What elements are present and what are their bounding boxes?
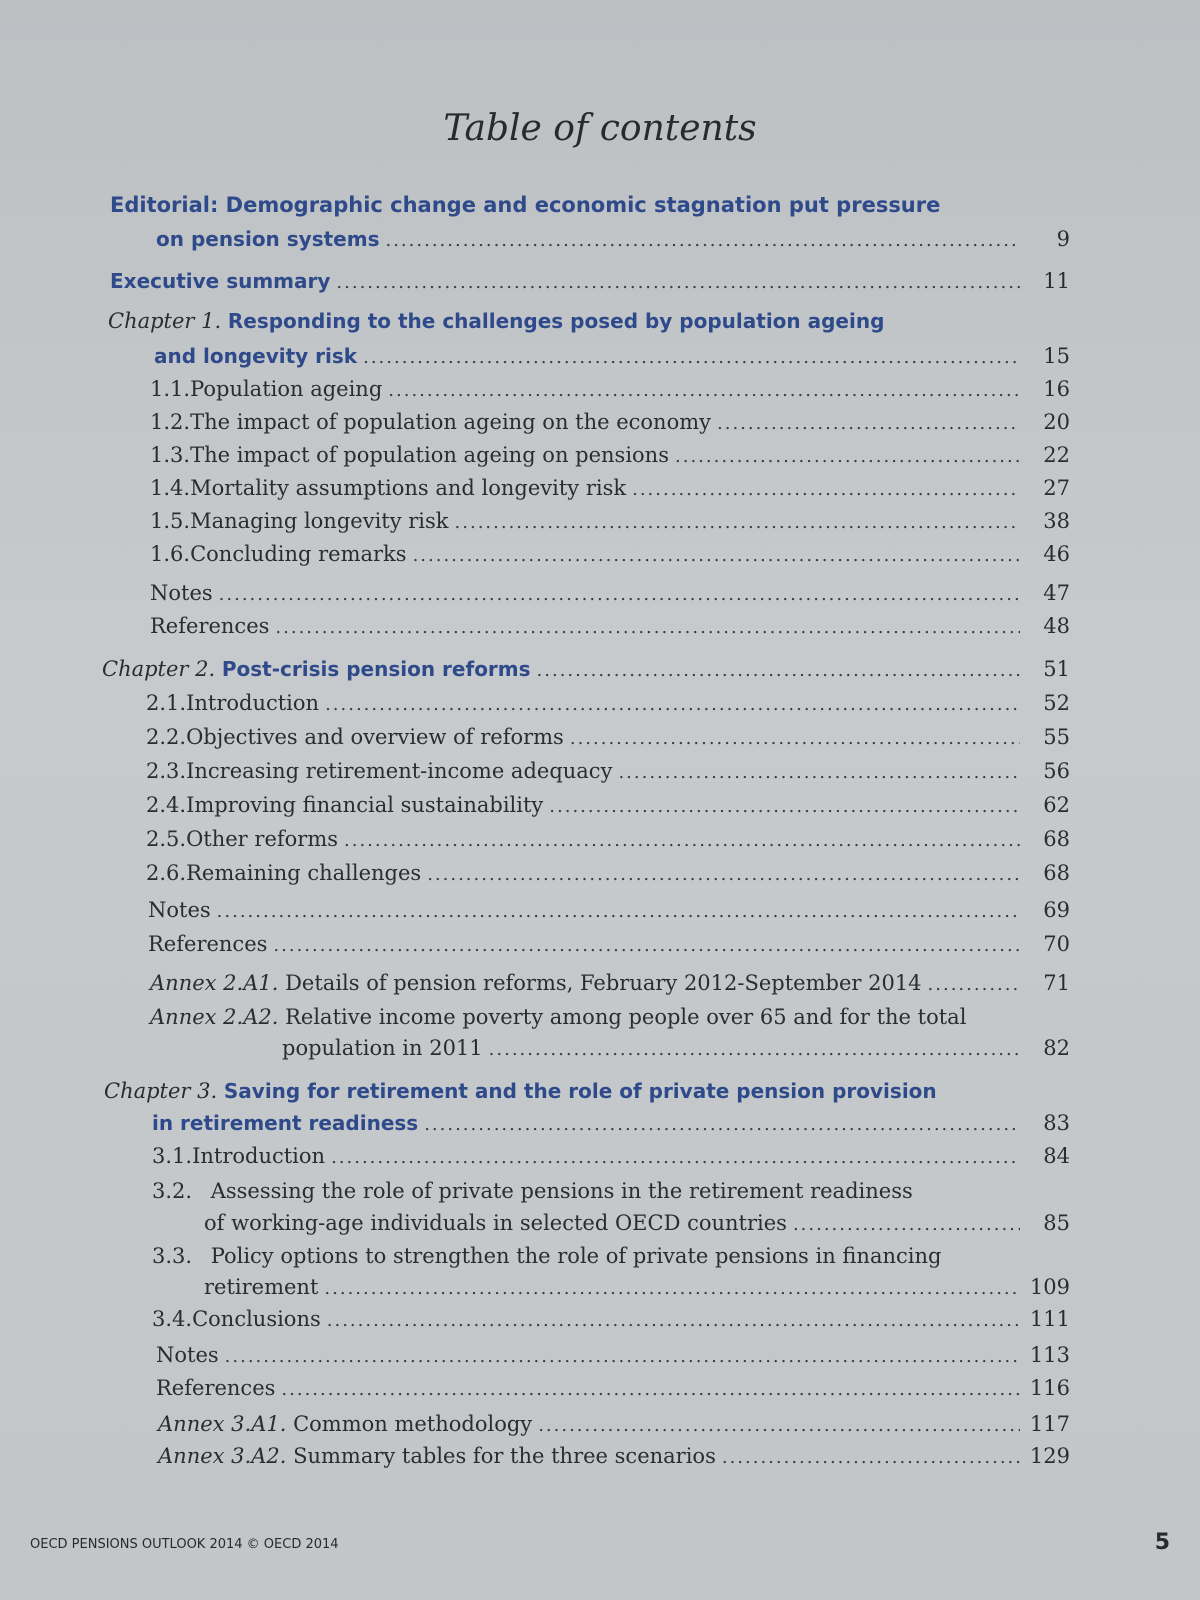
page-number: 111 — [1029, 1307, 1070, 1331]
leader-dots — [217, 899, 1020, 925]
page-number: 47 — [1043, 581, 1070, 605]
toc-section-1-3[interactable] — [150, 442, 1070, 470]
toc-section-1-2[interactable] — [150, 409, 1070, 437]
toc-chapter1-heading — [108, 308, 884, 334]
page-number: 116 — [1029, 1376, 1070, 1400]
page-number: 85 — [1043, 1211, 1070, 1235]
page-number: 113 — [1029, 1343, 1070, 1367]
toc-section-2-1[interactable] — [146, 690, 1070, 718]
chapter2-heading — [102, 656, 531, 682]
toc-ch2-notes[interactable] — [148, 897, 1070, 925]
leader-dots — [336, 270, 1020, 296]
section-number: 2.3. — [146, 759, 187, 783]
leader-dots — [219, 582, 1020, 608]
toc-chapter1[interactable] — [154, 343, 1070, 371]
toc-editorial-line1: Editorial: Demographic change and economic stagnation put pressure — [110, 193, 941, 217]
leader-dots — [618, 760, 1020, 786]
section-label: Increasing retirement-income adequacy — [186, 759, 613, 783]
references-label: References — [156, 1376, 276, 1400]
leader-dots — [225, 1344, 1020, 1370]
section-label: Introduction — [186, 691, 320, 715]
annex-prefix: Annex 2.A2. — [150, 1005, 279, 1029]
toc-ch3-references[interactable] — [156, 1375, 1070, 1403]
toc-section-2-5[interactable] — [146, 826, 1070, 854]
section-label: Introduction — [192, 1144, 326, 1168]
toc-chapter3-heading — [104, 1078, 937, 1104]
leader-dots — [413, 543, 1020, 569]
page-title: Table of contents — [443, 108, 757, 149]
toc-section-3-1[interactable] — [152, 1143, 1070, 1171]
leader-dots — [385, 228, 1020, 254]
toc-ch1-notes[interactable] — [150, 580, 1070, 608]
chapter-title-line2: and longevity risk — [154, 344, 358, 368]
page-number: 83 — [1043, 1111, 1070, 1135]
page-number: 84 — [1043, 1144, 1070, 1168]
section-label: Other reforms — [186, 827, 339, 851]
page-number: 9 — [1056, 227, 1070, 251]
annex-prefix: Annex 2.A1. — [150, 971, 279, 995]
toc-editorial[interactable] — [156, 226, 1070, 254]
section-label: Improving financial sustainability — [186, 793, 544, 817]
section-number: 2.4. — [146, 793, 187, 817]
toc-chapter3[interactable] — [152, 1110, 1070, 1138]
page-number: 48 — [1043, 614, 1070, 638]
toc-section-1-5[interactable] — [150, 508, 1070, 536]
toc-chapter2[interactable] — [102, 656, 1070, 684]
section-label: The impact of population ageing on the economy — [190, 410, 711, 434]
chapter-prefix: Chapter 1. — [108, 309, 222, 333]
page-number: 109 — [1029, 1275, 1070, 1299]
leader-dots — [344, 828, 1020, 854]
page-number: 68 — [1043, 827, 1070, 851]
chapter-title: Post-crisis pension reforms — [221, 657, 531, 681]
leader-dots — [537, 658, 1020, 684]
leader-dots — [717, 411, 1020, 437]
notes-label: Notes — [148, 898, 211, 922]
page-number: 22 — [1043, 443, 1070, 467]
page-number: 82 — [1043, 1036, 1070, 1060]
section-number: 1.5. — [150, 509, 191, 533]
section-number: 1.1. — [150, 377, 191, 401]
annex-label: Summary tables for the three scenarios — [293, 1444, 716, 1468]
section-label-line1: Policy options to strengthen the role of private pensions in financing — [210, 1244, 942, 1268]
toc-section-2-4[interactable] — [146, 792, 1070, 820]
toc-annex-2-a1[interactable] — [150, 970, 1070, 998]
section-label: Concluding remarks — [190, 542, 407, 566]
page-number: 117 — [1029, 1412, 1070, 1436]
page-number: 129 — [1029, 1444, 1070, 1468]
leader-dots — [427, 862, 1020, 888]
footer-page-number: 5 — [1154, 1530, 1170, 1555]
toc-exec-label: Executive summary — [110, 269, 331, 293]
notes-label: Notes — [156, 1343, 219, 1367]
section-label: Managing longevity risk — [190, 509, 449, 533]
toc-section-2-3[interactable] — [146, 758, 1070, 786]
leader-dots — [549, 794, 1020, 820]
section-number: 3.3. — [152, 1244, 193, 1268]
leader-dots — [331, 1145, 1020, 1171]
page-number: 51 — [1043, 657, 1070, 681]
page-number: 70 — [1043, 932, 1070, 956]
leader-dots — [275, 615, 1020, 641]
page-number: 16 — [1043, 377, 1070, 401]
section-number: 2.5. — [146, 827, 187, 851]
page-number: 52 — [1043, 691, 1070, 715]
page-number: 46 — [1043, 542, 1070, 566]
section-label: Objectives and overview of reforms — [186, 725, 564, 749]
page-number: 38 — [1043, 509, 1070, 533]
leader-dots — [363, 345, 1020, 371]
toc-section-3-3[interactable] — [204, 1274, 1070, 1302]
leader-dots — [273, 933, 1020, 959]
toc-executive-summary[interactable] — [110, 268, 1070, 296]
toc-ch2-references[interactable] — [148, 931, 1070, 959]
section-number: 3.4. — [152, 1307, 193, 1331]
toc-annex-3-a2[interactable] — [158, 1443, 1070, 1471]
section-label: Mortality assumptions and longevity risk — [190, 476, 627, 500]
section-number: 3.2. — [152, 1179, 193, 1203]
leader-dots — [388, 378, 1020, 404]
leader-dots — [489, 1037, 1020, 1063]
chapter-title-line2: in retirement readiness — [152, 1111, 419, 1135]
annex-entry — [158, 1411, 532, 1437]
toc-section-3-4[interactable] — [152, 1306, 1070, 1334]
annex-entry — [158, 1443, 716, 1469]
leader-dots — [424, 1112, 1020, 1138]
page-number: 62 — [1043, 793, 1070, 817]
section-number: 1.2. — [150, 410, 191, 434]
references-label: References — [150, 614, 270, 638]
section-number: 3.1. — [152, 1144, 193, 1168]
annex-prefix: Annex 3.A1. — [158, 1412, 287, 1436]
section-label: Population ageing — [190, 377, 383, 401]
footer-publication: OECD PENSIONS OUTLOOK 2014 © OECD 2014 — [30, 1537, 339, 1552]
section-label-line2: of working-age individuals in selected OECD countries — [204, 1211, 787, 1235]
section-number: 1.3. — [150, 443, 191, 467]
section-number: 1.6. — [150, 542, 191, 566]
leader-dots — [455, 510, 1020, 536]
leader-dots — [793, 1212, 1020, 1238]
leader-dots — [722, 1445, 1020, 1471]
page-number: 68 — [1043, 861, 1070, 885]
leader-dots — [632, 477, 1020, 503]
section-number: 2.6. — [146, 861, 187, 885]
toc-section-1-6[interactable] — [150, 541, 1070, 569]
leader-dots — [928, 972, 1020, 998]
leader-dots — [327, 1308, 1020, 1334]
section-label-line2: retirement — [204, 1275, 319, 1299]
section-label-line1: Assessing the role of private pensions in the retirement readiness — [210, 1179, 913, 1203]
toc-section-1-4[interactable] — [150, 475, 1070, 503]
section-label: Conclusions — [192, 1307, 321, 1331]
annex-prefix: Annex 3.A2. — [158, 1444, 287, 1468]
toc-section-1-1[interactable] — [150, 376, 1070, 404]
page-number: 15 — [1043, 344, 1070, 368]
chapter-title-line1: Responding to the challenges posed by population ageing — [227, 309, 885, 333]
chapter-prefix: Chapter 2. — [102, 657, 216, 681]
page-number: 20 — [1043, 410, 1070, 434]
toc-annex-3-a1[interactable] — [158, 1411, 1070, 1439]
section-label: The impact of population ageing on pensions — [190, 443, 669, 467]
chapter-prefix: Chapter 3. — [104, 1079, 218, 1103]
toc-editorial-line2: on pension systems — [156, 227, 380, 251]
toc-annex-2-a2-line1 — [150, 1004, 966, 1030]
leader-dots — [570, 726, 1020, 752]
notes-label: Notes — [150, 581, 213, 605]
page-number: 71 — [1043, 971, 1070, 995]
leader-dots — [538, 1413, 1020, 1439]
toc-section-3-2-line1 — [152, 1178, 913, 1204]
page-number: 55 — [1043, 725, 1070, 749]
toc-section-2-2[interactable] — [146, 724, 1070, 752]
page-number: 27 — [1043, 476, 1070, 500]
references-label: References — [148, 932, 268, 956]
chapter-title-line1: Saving for retirement and the role of private pension provision — [223, 1079, 937, 1103]
toc-ch3-notes[interactable] — [156, 1342, 1070, 1370]
leader-dots — [324, 1276, 1020, 1302]
annex-label: Common methodology — [293, 1412, 533, 1436]
annex-label-line1: Relative income poverty among people over 65 and for the total — [285, 1005, 967, 1029]
toc-section-3-3-line1 — [152, 1243, 941, 1269]
toc-ch1-references[interactable] — [150, 613, 1070, 641]
annex-label: Details of pension reforms, February 2012-September 2014 — [285, 971, 922, 995]
leader-dots — [675, 444, 1020, 470]
section-number: 2.1. — [146, 691, 187, 715]
leader-dots — [325, 692, 1020, 718]
section-number: 1.4. — [150, 476, 191, 500]
annex-entry — [150, 970, 922, 996]
page-number: 56 — [1043, 759, 1070, 783]
toc-section-2-6[interactable] — [146, 860, 1070, 888]
toc-section-3-2[interactable] — [204, 1210, 1070, 1238]
annex-label-line2: population in 2011 — [282, 1036, 483, 1060]
section-label: Remaining challenges — [186, 861, 422, 885]
page-number: 11 — [1043, 269, 1070, 293]
section-number: 2.2. — [146, 725, 187, 749]
leader-dots — [281, 1377, 1020, 1403]
page-number: 69 — [1043, 898, 1070, 922]
toc-annex-2-a2[interactable] — [282, 1035, 1070, 1063]
